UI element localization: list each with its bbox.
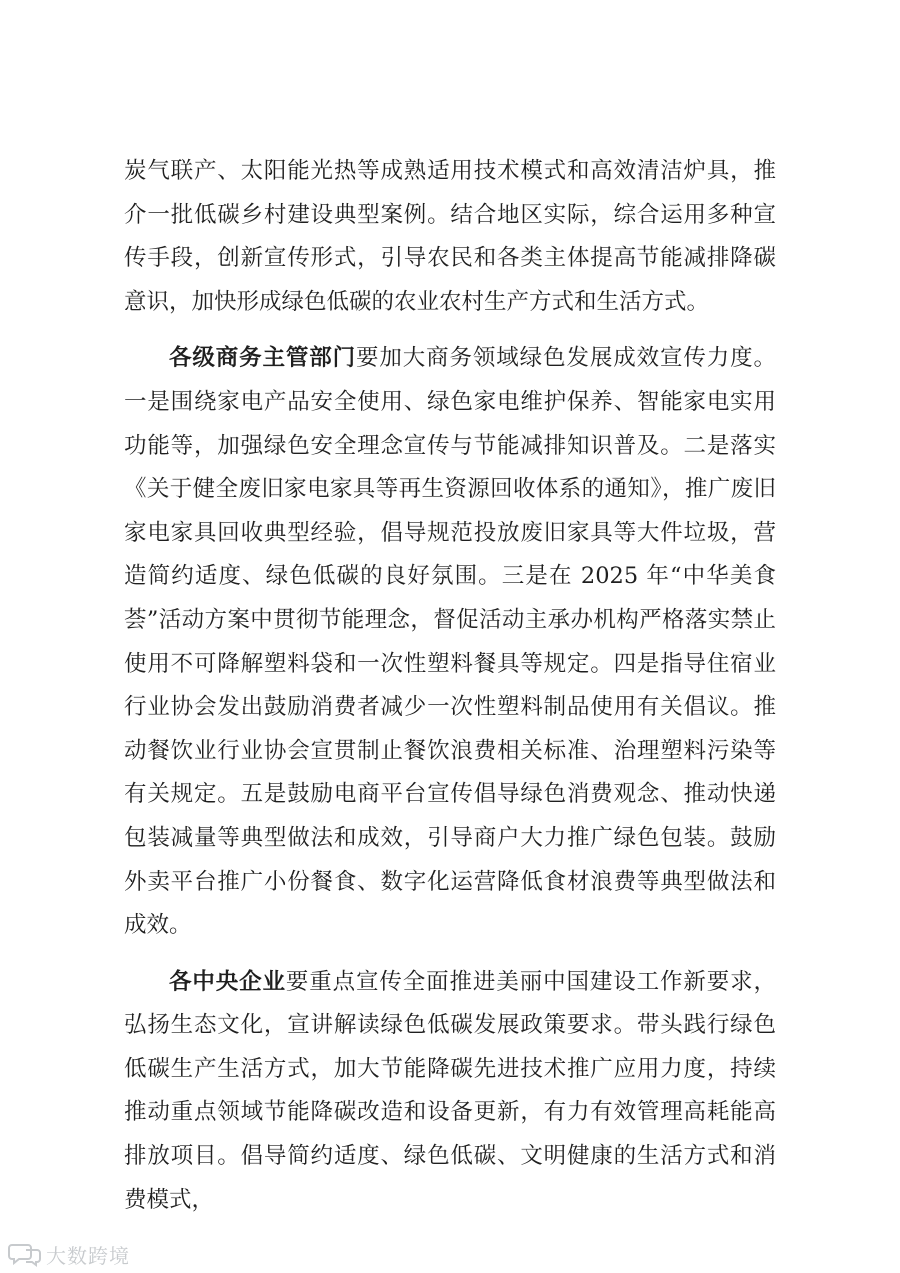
watermark-text: 大数跨境 [46, 1243, 130, 1268]
paragraph-text: 要加大商务领域绿色发展成效宣传力度。一是围绕家电产品安全使用、绿色家电维护保养、智能家电实用功能等，加强绿色安全理念宣传与节能减排知识普及。二是落实《关于健全废旧家电家具等再生资源回收体系的通知》，推广废旧家电家具回收典型经验，倡导规范投放废旧家具等大件垃圾，营造简约适度、绿色低碳的良好氛围。三是在 2025 年“中华美食荟”活动方案中贯彻节能理念，督促活动主承办机构严格落实禁止使用不可降解塑料袋和一次性塑料餐具等规定。四是指导住宿业行业协会发出鼓励消费者减少一次性塑料制品使用有关倡议。推动餐饮业行业协会宣贯制止餐饮浪费相关标准、治理塑料污染等有关规定。五是鼓励电商平台宣传倡导绿色消费观念、推动快递包装减量等典型做法和成效，引导商户大力推广绿色包装。鼓励外卖平台推广小份餐食、数字化运营降低食材浪费等典型做法和成效。 [124, 345, 776, 939]
speech-bubble-logo-icon [8, 1241, 42, 1267]
paragraph-text: 要重点宣传全面推进美丽中国建设工作新要求，弘扬生态文化，宣讲解读绿色低碳发展政策要求。带头践行绿色低碳生产生活方式，加大节能降碳先进技术推广应用力度，持续推动重点领域节能降碳改造和设备更新，有力有效管理高耗能高排放项目。倡导简约适度、绿色低碳、文明健康的生活方式和消费模式， [124, 968, 776, 1213]
watermark [8, 1240, 130, 1268]
document-body [124, 150, 776, 1235]
paragraph-3 [124, 961, 776, 1223]
paragraph-lead: 各中央企业 [169, 968, 286, 995]
paragraph-text: 炭气联产、太阳能光热等成熟适用技术模式和高效清洁炉具，推介一批低碳乡村建设典型案例。结合地区实际，综合运用多种宣传手段，创新宣传形式，引导农民和各类主体提高节能减排降碳意识，加快形成绿色低碳的农业农村生产方式和生活方式。 [124, 158, 776, 315]
paragraph-1 [124, 150, 776, 324]
paragraph-lead: 各级商务主管部门 [169, 345, 357, 372]
paragraph-2 [124, 337, 776, 947]
